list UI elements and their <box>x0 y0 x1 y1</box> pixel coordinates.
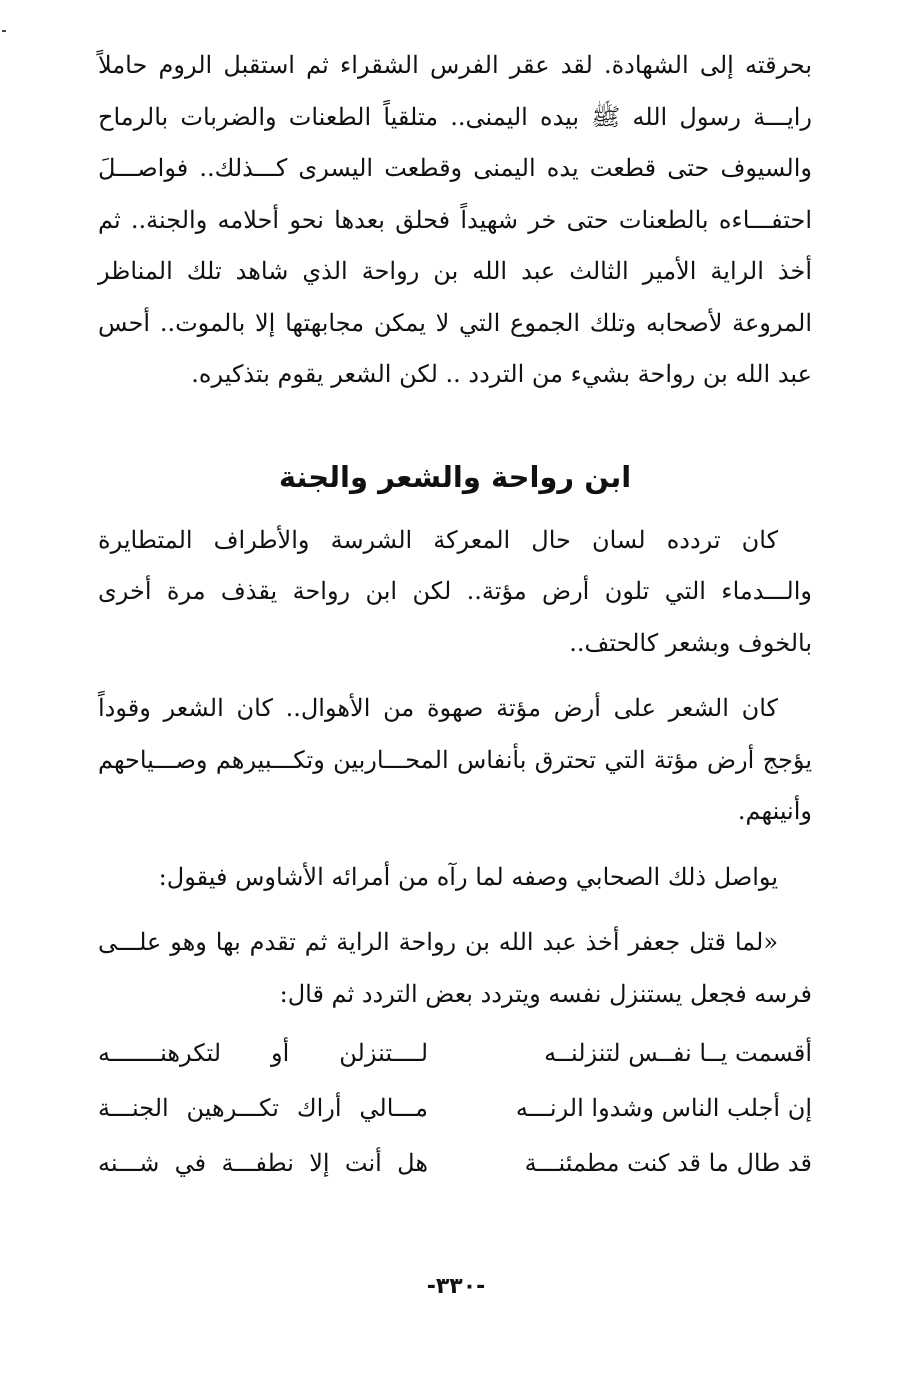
paragraph-2: كان الشعر على أرض مؤتة صهوة من الأهوال.. كان الشعر وقوداً يؤجج أرض مؤتة التي تحترق بأنفاس المحـــاربين وتكـــبيرهم وصـــياحهم وأنينهم. <box>98 694 812 825</box>
verse-second-hemistich: هل أنت إلا نطفـــة في شـــنه <box>98 1149 428 1177</box>
poem-verse <box>98 1081 812 1136</box>
section-heading: ابن رواحة والشعر والجنة <box>278 459 632 494</box>
margin-mark <box>2 30 6 32</box>
page-body <box>98 40 812 1191</box>
intro-paragraph: بحرقته إلى الشهادة. لقد عقر الفرس الشقراء ثم استقبل الروم حاملاً رايـــة رسول الله ﷺ بيده اليمنى.. متلقياً الطعنات والضربات بالرماح والسيوف حتى قطعت يده اليمنى وقطعت اليسرى كـــذلك.. فواصـــلَ احتفـــاءه بالطعنات حتى خر شهيداً فحلق بعدها نحو أحلامه والجنة.. ثم أخذ الراية الأمير الثالث عبد الله بن رواحة الذي شاهد تلك المناظر المروعة لأصحابه وتلك الجموع التي لا يمكن مجابهتها إلا بالموت.. أحس عبد الله بن رواحة بشيء من التردد .. لكن الشعر يقوم بتذكيره. <box>98 51 812 388</box>
verse-second-hemistich: مـــالي أراك تكـــرهين الجنـــة <box>98 1094 428 1122</box>
verse-first-hemistich: قد طال ما قد كنت مطمئنـــة <box>524 1149 812 1177</box>
poem-verse <box>98 1026 812 1081</box>
poem <box>98 1026 812 1191</box>
verse-first-hemistich: إن أجلب الناس وشدوا الرنـــه <box>515 1094 812 1122</box>
page-number: -٣٣٠- <box>426 1274 486 1299</box>
paragraph-3: يواصل ذلك الصحابي وصفه لما رآه من أمرائه الأشاوس فيقول: <box>158 862 778 891</box>
paragraph-4: «لما قتل جعفر أخذ عبد الله بن رواحة الراية ثم تقدم بها وهو علـــى فرسه فجعل يستنزل نفسه ويتردد بعض التردد ثم قال: <box>98 928 812 1008</box>
paragraph-1: كان تردده لسان حال المعركة الشرسة والأطراف المتطايرة والـــدماء التي تلون أرض مؤتة.. لكن ابن رواحة يقذف مرة أخرى بالخوف وبشعر كالحتف.. <box>98 525 812 657</box>
verse-second-hemistich: لــــتنزلن أو لتكرهنـــــــه <box>98 1039 428 1067</box>
verse-first-hemistich: أقسمت يــا نفــس لتنزلنــه <box>544 1039 812 1067</box>
poem-verse <box>98 1136 812 1191</box>
